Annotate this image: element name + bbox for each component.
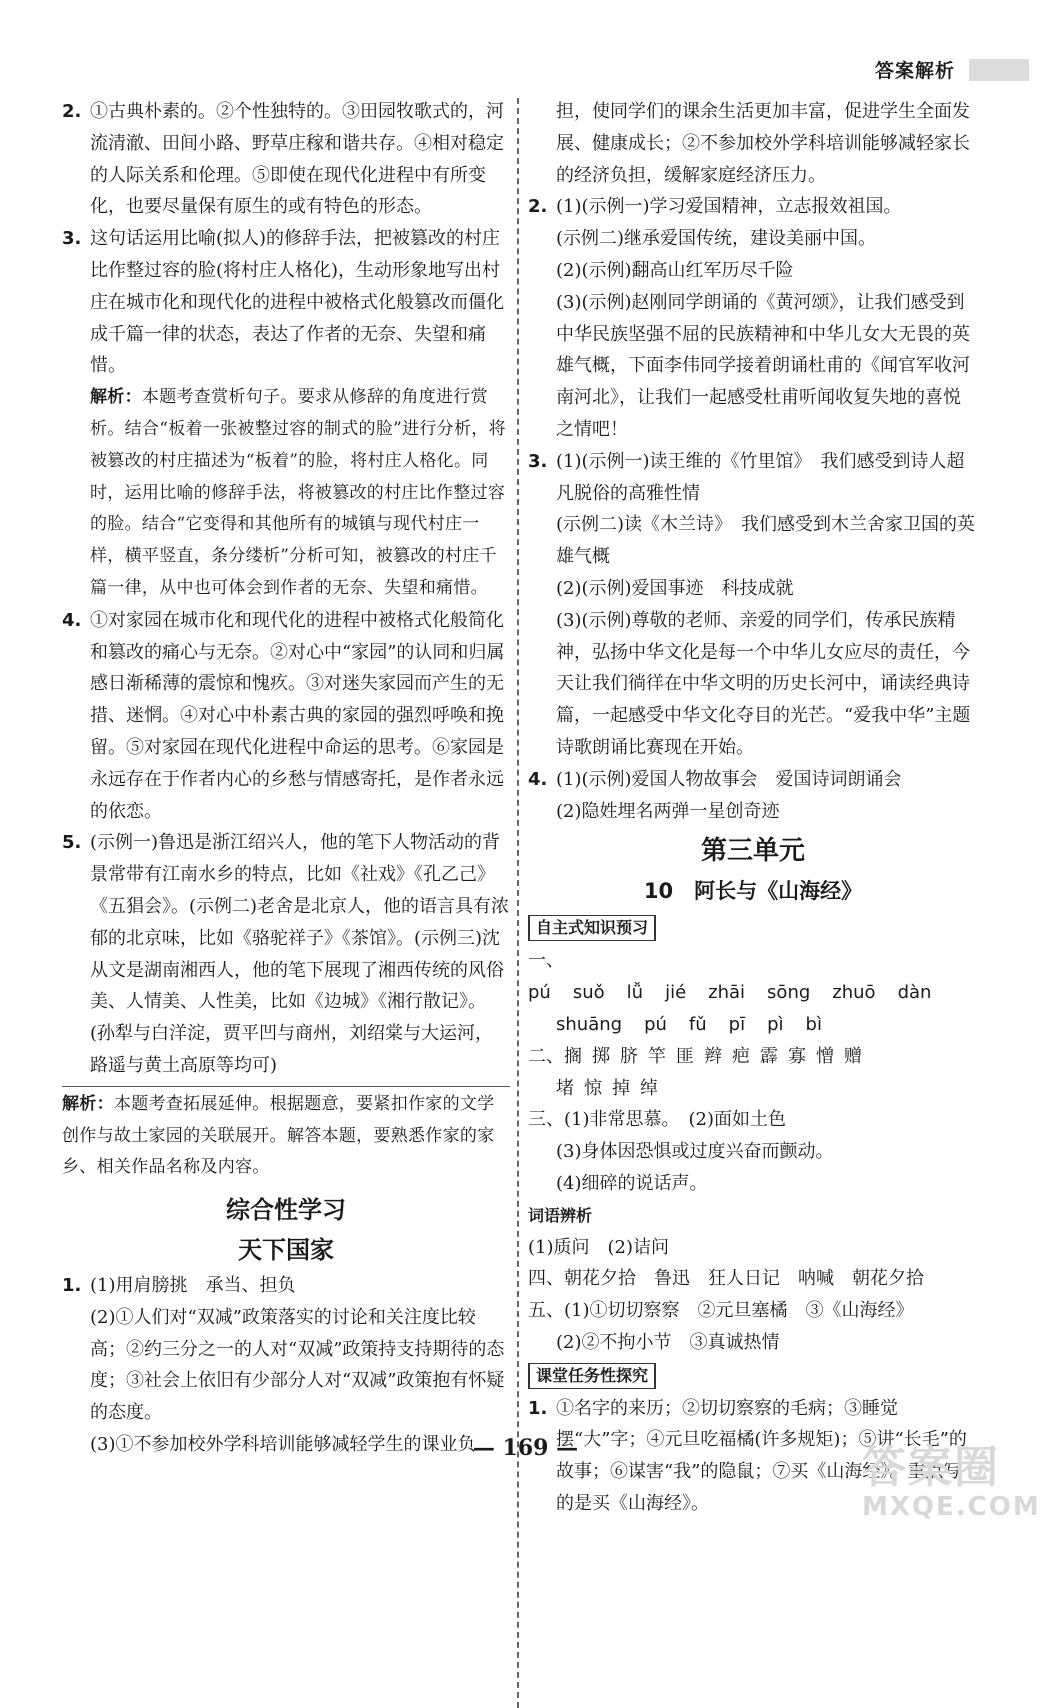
pinyin-item: zhāi [708,982,746,1004]
section-title: 综合性学习 [226,1196,346,1225]
answer-number: 2. [62,101,82,122]
answer-number: 2. [528,196,548,218]
answer-number: 1. [528,1397,548,1419]
char-item: 寡 [788,1045,806,1067]
pinyin-item: shuāng [556,1013,623,1035]
pinyin-item: fǔ [688,1013,707,1035]
activity-3-part1: (1)(示例一)读王维的《竹里馆》 我们感受到诗人超凡脱俗的高雅性情 [556,450,965,504]
answer-text: (示例一)鲁迅是浙江绍兴人，他的笔下人物活动的背景常带有江南水乡的特点，比如《社戏》《孔乙己》《五猖会》。(示例二)老舍是北京人，他的语言具有浓郁的北京味，比如《骆驼祥子》《茶馆》。(示例三)沈从文是湖南湘西人，他的笔下展现了湘西传统的风俗美、人情美、人性美，比如《边城》《湘行散记》。(孙犁与白洋淀，贾平凹与商州，刘绍棠与大运河，路遥与黄土高原等均可) [90,832,510,1076]
activity-1-part2: (2)①人们对“双减”政策落实的讨论和关注度比较高；②约三分之一的人对“双减”政策持支持期待的态度；③社会上依旧有少部分人对“双减”政策抱有怀疑的态度。 [90,1306,505,1424]
activity-2-part4: (3)(示例)赵刚同学朗诵的《黄河颂》，让我们感受到中华民族坚强不屈的民族精神和中华儿女大无畏的英雄气概，下面李伟同学接着朗诵杜甫的《闻官军收河南河北》，让我们一起感受杜甫听闻收复失地的喜悦之情吧！ [556,291,970,440]
pinyin-item: suǒ [572,982,605,1004]
activity-3-part4: (3)(示例)尊敬的老师、亲爱的同学们，传承民族精神，弘扬中华文化是每一个中华儿女应尽的责任，今天让我们徜徉在中华文明的历史长河中，诵读经典诗篇，一起感受中华文化夺目的光芒。“爱我中华”主题诗歌朗诵比赛现在开始。 [556,609,971,758]
separator-line [62,1086,510,1087]
analysis-text: 本题考查拓展延伸。根据题意，要紧扣作家的文学创作与故土家园的关联展开。解答本题，要熟悉作家的家乡、相关作品名称及内容。 [62,1093,495,1178]
activity-4-part1: (1)(示例)爱国人物故事会 爱国诗词朗诵会 [556,768,902,790]
analysis-label: 解析： [90,387,142,408]
watermark-bottom: MXQE.COM [862,1492,1041,1522]
activity-4-part2: (2)隐姓埋名两弹一星创奇迹 [556,800,780,822]
section-tag-inquiry: 课堂任务性探究 [528,1363,656,1389]
section-subtitle: 天下国家 [238,1236,334,1265]
pinyin-item: pú [528,982,551,1004]
activity-4 [528,764,978,828]
part-five-line2: (2)②不拘小节 ③真诚热情 [556,1331,780,1353]
char-item: 惊 [584,1077,602,1099]
watermark-logo [862,1442,1041,1528]
part-three-line3: (4)细碎的说话声。 [556,1172,708,1194]
right-column [528,96,978,1520]
activity-1-part3: (3)①不参加校外学科培训能够减轻学生的课业负 [90,1434,476,1456]
answer-text: ①古典朴素的。②个性独特的。③田园牧歌式的，河流清澈、田间小路、野草庄稼和谐共存。④相对稳定的人际关系和伦理。⑤即使在现代化进程中有所变化，也要尽量保有原生的或有特色的形态。 [90,101,504,218]
pinyin-item: dàn [897,982,932,1004]
part-three-line1: 三、(1)非常思慕。 (2)面如土色 [528,1109,786,1131]
pinyin-item: bì [805,1013,822,1035]
word-analysis-label: 词语辨析 [528,1205,593,1225]
part-four: 四、朝花夕拾 鲁迅 狂人日记 呐喊 朝花夕拾 [528,1268,924,1290]
answer-number: 4. [62,609,82,631]
pinyin-answers [528,945,978,1009]
activity-2 [528,191,978,445]
char-item: 绰 [640,1077,658,1099]
part-three-line2: (3)身体因恐惧或过度兴奋而颤动。 [556,1141,834,1163]
activity-1-continued: 担，使同学们的课余生活更加丰富，促进学生全面发展、健康成长；②不参加校外学科培训能够减轻家长的经济负担，缓解家庭经济压力。 [556,101,970,186]
answer-text: ①名字的来历；②切切察察的毛病；③睡觉摆“大”字；④元旦吃福橘(许多规矩)；⑤讲“长毛”的故事；⑥谋害“我”的隐鼠；⑦买《山海经》。重点写的是买《山海经》。 [556,1397,967,1515]
answer-text: 这句话运用比喻(拟人)的修辞手法，把被篡改的村庄比作整过容的脸(将村庄人格化)，生动形象地写出村庄在城市化和现代化的进程中被格式化般篡改而僵化成千篇一律的状态，表达了作者的无奈、失望和痛惜。 [90,228,504,377]
activity-3-part3: (2)(示例)爱国事迹 科技成就 [556,577,794,599]
analysis-5 [62,1089,510,1184]
analysis-3 [62,382,510,605]
char-item: 憎 [816,1045,834,1067]
char-item: 竿 [648,1045,666,1067]
answer-number: 3. [62,228,82,250]
character-answers-row2 [528,1073,978,1105]
char-item: 匪 [676,1045,694,1067]
pinyin-item: pī [728,1013,746,1035]
pinyin-item: pú [644,1013,667,1035]
activity-3 [528,446,978,764]
pinyin-label: 一、 [528,950,564,972]
chars-label: 二、 [528,1045,564,1067]
answer-5 [62,827,510,1081]
answer-text: ①对家园在城市化和现代化的进程中被格式化般简化和篡改的痛心与无奈。②对心中“家园”的认同和归属感日渐稀薄的震惊和愧疚。③对迷失家园而产生的无措、迷惘。④对心中朴素古典的家园的强烈呼唤和挽留。⑤对家园在现代化进程中命运的思考。⑥家园是永远存在于作者内心的乡愁与情感寄托，是作者永远的依恋。 [90,609,505,822]
activity-1 [62,1270,510,1461]
char-item: 霹 [760,1045,778,1067]
analysis-label: 解析： [62,1093,114,1114]
char-item: 辫 [704,1045,722,1067]
pinyin-item: sōng [767,982,811,1004]
answer-number: 1. [62,1275,82,1297]
character-answers [528,1041,978,1073]
page-header [875,56,1029,83]
char-item: 堵 [556,1077,574,1099]
header-bar [969,59,1029,81]
part-five-line1: 五、(1)①切切察察 ②元旦塞橘 ③《山海经》 [528,1300,914,1322]
page-number: — 169 — [472,1435,579,1461]
pinyin-item: zhuō [832,982,876,1004]
answer-number: 4. [528,768,548,790]
answer-3 [62,223,510,382]
char-item: 疤 [732,1045,750,1067]
header-title: 答案解析 [874,60,955,82]
lesson-title: 10 阿长与《山海经》 [643,879,863,904]
answer-number: 5. [62,832,82,854]
section-tag-preview: 自主式知识预习 [528,915,656,941]
unit-title: 第三单元 [700,836,805,867]
pinyin-item: jié [665,982,687,1004]
word-analysis-text: (1)质问 (2)诘问 [528,1236,669,1258]
column-divider [517,98,519,1708]
char-item: 掷 [592,1045,610,1067]
activity-1-part1: (1)用肩膀挑 承当、担负 [90,1275,296,1297]
activity-2-part3: (2)(示例)翻高山红军历尽千险 [556,259,794,281]
char-item: 掉 [612,1077,630,1099]
answer-number: 3. [528,450,548,472]
pinyin-item: lǚ [626,982,644,1004]
answer-4 [62,605,510,828]
left-column [62,96,510,1461]
pinyin-answers-row2 [528,1009,978,1041]
char-item: 赠 [844,1045,862,1067]
watermark-top: 答案圈 [862,1442,1000,1493]
activity-2-part1: (1)(示例一)学习爱国精神，立志报效祖国。 [556,196,902,218]
pinyin-item: pì [767,1013,784,1035]
analysis-text: 本题考查赏析句子。要求从修辞的角度进行赏析。结合“板着一张被整过容的制式的脸”进行分析，将被篡改的村庄描述为“板着”的脸，将村庄人格化。同时，运用比喻的修辞手法，将被篡改的村庄比作整过容的脸。结合“它变得和其他所有的城镇与现代村庄一样，横平竖直，条分缕析”分析可知，被篡改的村庄千篇一律，从中也可体会到作者的无奈、失望和痛惜。 [90,387,506,598]
char-item: 搁 [564,1045,582,1067]
activity-2-part2: (示例二)继承爱国传统，建设美丽中国。 [556,228,877,250]
answer-2 [62,96,510,223]
activity-3-part2: (示例二)读《木兰诗》 我们感受到木兰舍家卫国的英雄气概 [556,514,976,568]
char-item: 脐 [620,1045,638,1067]
